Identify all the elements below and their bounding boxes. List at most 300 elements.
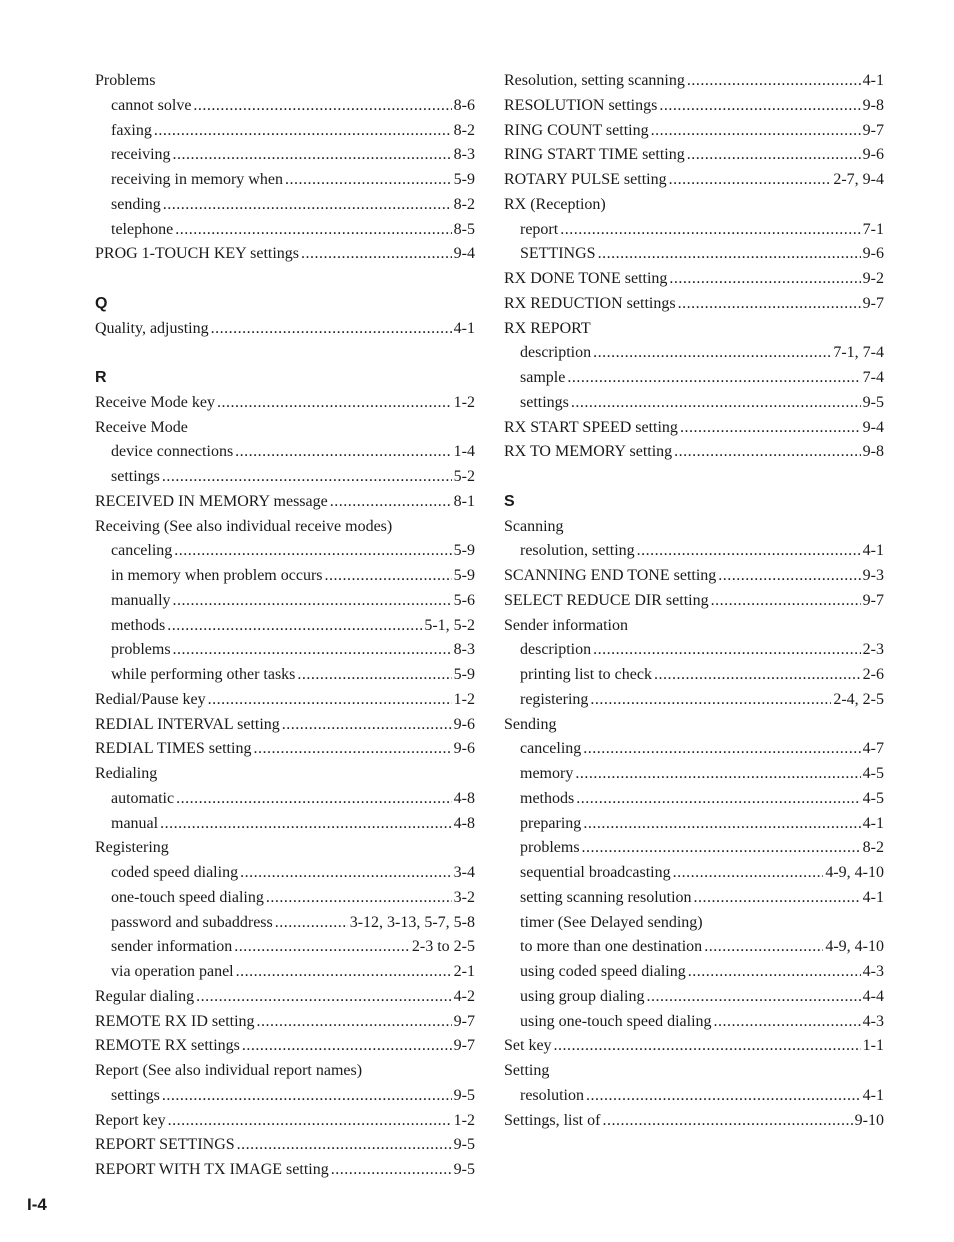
index-entry [504,94,884,119]
index-entry [95,515,475,540]
index-subentry [95,564,475,589]
page-reference: 1-2 [453,1111,475,1129]
index-entry [95,416,475,441]
dot-leader [688,960,861,985]
entry-label: Report key [95,1111,166,1129]
entry-label: Set key [504,1037,552,1055]
index-subentry [95,168,475,193]
index-entry [504,515,884,540]
page-reference: 8-5 [453,220,475,238]
index-subentry [504,242,884,267]
entry-label: Registering [95,839,169,857]
index-entry [95,762,475,787]
entry-label: using coded speed dialing [520,963,686,980]
page-reference: 9-6 [862,245,884,263]
index-subentry [95,960,475,985]
entry-label: ROTARY PULSE setting [504,171,667,188]
entry-label: Quality, adjusting [95,319,209,337]
dot-leader [560,218,860,243]
entry-label: RESOLUTION settings [504,96,658,114]
page-reference: 9-4 [453,245,475,263]
dot-leader [196,985,452,1010]
entry-label: password and subaddress [111,913,273,931]
entry-label: to more than one destination [520,938,703,956]
dot-leader [673,861,824,886]
entry-label: problems [520,839,580,857]
index-subentry [504,836,884,861]
index-subentry [504,737,884,762]
page-reference: 9-5 [862,393,884,411]
dot-leader [590,688,831,713]
index-entry [504,416,884,441]
entry-label: canceling [520,740,582,758]
entry-label: printing list to check [520,666,652,683]
index-entry [504,317,884,342]
dot-leader [175,218,451,243]
index-subentry [95,886,475,911]
entry-label: description [520,641,592,659]
index-subentry [95,143,475,168]
page-reference: 2-1 [453,963,475,980]
entry-label: receiving in memory when [111,171,283,188]
entry-label: using one-touch speed dialing [520,1012,712,1030]
entry-label: REMOTE RX settings [95,1037,240,1055]
section-letter-heading: S [504,492,515,510]
page-reference: 5-9 [453,542,475,560]
index-entry [504,168,884,193]
index-subentry [504,218,884,243]
page-reference: 5-9 [453,666,475,683]
index-subentry [95,861,475,886]
dot-leader [583,812,860,837]
page-reference: 8-2 [453,121,475,139]
page-reference: 9-7 [453,1037,475,1055]
dot-leader [325,564,452,589]
entry-label: RECEIVED IN MEMORY message [95,492,328,510]
page-reference: 4-5 [862,789,884,807]
entry-label: while performing other tasks [111,666,296,683]
page-reference: 9-5 [453,1136,475,1154]
index-subentry [95,911,475,936]
page-reference: 1-1 [862,1037,884,1055]
page-reference: 9-7 [862,121,884,139]
index-subentry [504,960,884,985]
dot-leader [174,539,451,564]
index-entry [95,391,475,416]
dot-leader [193,94,451,119]
page-reference: 4-2 [453,987,475,1005]
dot-leader [242,1034,452,1059]
entry-label: RX DONE TONE setting [504,270,668,287]
page-reference: 5-9 [453,171,475,188]
entry-label: REMOTE RX ID setting [95,1012,255,1030]
index-entry [95,242,475,267]
index-subentry [95,787,475,812]
dot-leader [646,985,860,1010]
index-entry [504,119,884,144]
entry-label: preparing [520,814,582,832]
dot-leader [330,490,452,515]
entry-label: automatic [111,789,175,807]
entry-label: device connections [111,443,234,461]
dot-leader [567,366,860,391]
entry-label: RING START TIME setting [504,146,685,164]
index-subentry [504,886,884,911]
dot-leader [266,886,452,911]
entry-label: Redial/Pause key [95,690,206,708]
entry-label: RX REDUCTION settings [504,294,676,312]
page-reference: 9-4 [862,418,884,436]
entry-label: REDIAL INTERVAL setting [95,715,280,733]
entry-label: Settings, list of [504,1111,601,1129]
index-subentry [95,638,475,663]
page-reference: 2-3 [862,641,884,659]
index-subentry [95,663,475,688]
dot-leader [173,638,452,663]
page-reference: 4-8 [453,814,475,832]
entry-label: description [520,344,592,362]
page-reference: 2-3 to 2-5 [411,938,475,956]
index-subentry [95,539,475,564]
entry-label: sending [111,195,161,213]
entry-label: resolution, setting [520,542,635,560]
dot-leader [168,1109,452,1134]
index-entry [95,737,475,762]
page-reference: 4-9, 4-10 [825,938,884,956]
page-reference: 4-9, 4-10 [825,864,884,881]
index-subentry [95,440,475,465]
dot-leader [674,440,861,465]
page-reference: 3-12, 3-13, 5-7, 5-8 [349,913,475,931]
entry-label: Receiving (See also individual receive modes) [95,517,393,535]
dot-leader [234,935,410,960]
dot-leader [275,911,348,936]
dot-leader [680,416,861,441]
dot-leader [235,440,452,465]
index-entry [504,1034,884,1059]
page-reference: 9-7 [862,591,884,609]
index-subentry [504,812,884,837]
entry-label: Redialing [95,765,158,782]
section-letter-heading: Q [95,294,108,312]
entry-label: receiving [111,146,171,164]
dot-leader [240,861,452,886]
entry-label: Sending [504,715,557,733]
entry-label: manual [111,814,159,832]
index-subentry [95,935,475,960]
entry-label: Scanning [504,517,564,535]
entry-label: SETTINGS [520,245,596,263]
dot-leader [651,119,861,144]
page-reference: 4-5 [862,765,884,782]
index-subentry [504,911,884,936]
dot-leader [160,812,452,837]
entry-label: timer (See Delayed sending) [520,913,703,931]
index-entry [95,1158,475,1183]
entry-label: coded speed dialing [111,864,239,881]
page-reference: 8-6 [453,96,475,114]
dot-leader [718,564,860,589]
dot-leader [687,143,861,168]
entry-label: faxing [111,121,152,139]
entry-label: methods [520,789,575,807]
dot-leader [162,1084,452,1109]
entry-label: Regular dialing [95,987,195,1005]
dot-leader [173,143,452,168]
page-reference: 7-1 [862,220,884,238]
entry-label: Receive Mode key [95,393,215,411]
index-entry [95,317,475,342]
dot-leader [602,1109,852,1134]
dot-leader [167,614,422,639]
index-subentry [504,663,884,688]
entry-label: Sender information [504,616,628,634]
entry-label: Receive Mode [95,418,188,436]
entry-label: canceling [111,542,173,560]
page-reference: 9-5 [453,1161,475,1178]
entry-label: setting scanning resolution [520,888,692,906]
dot-leader [669,168,832,193]
page-reference: 9-7 [453,1012,475,1030]
page-number: I-4 [27,1195,47,1214]
index-subentry [95,465,475,490]
index-subentry [95,193,475,218]
page-reference: 9-8 [862,443,884,461]
dot-leader [711,589,861,614]
index-entry [504,1059,884,1084]
page-reference: 9-6 [453,740,475,758]
index-subentry [95,218,475,243]
page-reference: 4-1 [862,542,884,560]
page-reference: 9-8 [862,96,884,114]
page-reference: 2-7, 9-4 [833,171,884,188]
index-entry [504,267,884,292]
dot-leader [208,688,452,713]
index-entry [504,292,884,317]
entry-label: registering [520,690,589,708]
entry-label: SELECT REDUCE DIR setting [504,591,709,609]
page-reference: 9-6 [862,146,884,164]
entry-label: using group dialing [520,987,645,1005]
index-entry [504,143,884,168]
entry-label: PROG 1-TOUCH KEY settings [95,245,300,263]
dot-leader [176,787,452,812]
dot-leader [297,663,451,688]
page-reference: 4-4 [862,987,884,1005]
index-entry [504,614,884,639]
entry-label: cannot solve [111,96,192,114]
entry-label: RING COUNT setting [504,121,649,139]
entry-label: Report (See also individual report names) [95,1062,363,1079]
entry-label: telephone [111,220,174,238]
entry-label: problems [111,641,171,659]
index-subentry [504,787,884,812]
index-column-left [95,69,475,1183]
index-entry [95,1010,475,1035]
page-reference: 9-3 [862,567,884,584]
index-entry [95,1034,475,1059]
entry-label: one-touch speed dialing [111,888,264,906]
entry-label: manually [111,591,171,609]
entry-label: sequential broadcasting [520,864,671,881]
index-entry [504,69,884,94]
page-reference: 4-1 [862,814,884,832]
index-entry [95,69,475,94]
page-reference: 7-4 [862,369,884,386]
entry-label: RX START SPEED setting [504,418,678,436]
dot-leader [576,787,860,812]
index-subentry [504,638,884,663]
page-reference: 5-6 [453,591,475,609]
dot-leader [301,242,452,267]
index-column-right [504,69,884,1133]
dot-leader [694,886,861,911]
dot-leader [554,1034,861,1059]
dot-leader [678,292,861,317]
page-reference: 8-3 [453,146,475,164]
dot-leader [173,589,452,614]
dot-leader [571,391,861,416]
entry-label: REDIAL TIMES setting [95,740,252,758]
dot-leader [282,713,452,738]
dot-leader [637,539,861,564]
index-entry [504,1109,884,1134]
index-subentry [95,119,475,144]
entry-label: sender information [111,938,233,956]
index-entry [504,713,884,738]
entry-label: settings [111,468,160,485]
entry-label: methods [111,616,166,634]
index-subentry [504,985,884,1010]
index-entry [95,1059,475,1084]
entry-label: sample [520,369,566,386]
dot-leader [163,193,452,218]
dot-leader [154,119,452,144]
section-letter-heading: R [95,368,107,386]
dot-leader [217,391,452,416]
dot-leader [211,317,452,342]
page-reference: 2-4, 2-5 [833,690,884,708]
page-reference: 9-6 [453,715,475,733]
page-reference: 5-2 [453,468,475,485]
dot-leader [687,69,861,94]
page-reference: 2-6 [862,666,884,683]
entry-label: REPORT WITH TX IMAGE setting [95,1161,329,1178]
dot-leader [704,935,823,960]
entry-label: in memory when problem occurs [111,567,323,584]
entry-label: REPORT SETTINGS [95,1136,235,1154]
index-subentry [504,935,884,960]
index-entry [504,193,884,218]
entry-label: SCANNING END TONE setting [504,567,717,584]
dot-leader [237,1133,452,1158]
dot-leader [654,663,861,688]
page-reference: 3-2 [453,888,475,906]
entry-label: report [520,220,559,238]
dot-leader [331,1158,452,1183]
index-entry [504,589,884,614]
page-reference: 8-3 [453,641,475,659]
index-subentry [504,539,884,564]
dot-leader [583,737,860,762]
entry-label: resolution [520,1086,584,1104]
entry-label: Problems [95,72,156,89]
dot-leader [285,168,452,193]
index-entry [95,688,475,713]
index-subentry [95,589,475,614]
index-subentry [504,341,884,366]
index-subentry [504,688,884,713]
index-entry [504,440,884,465]
page-reference: 3-4 [453,864,475,881]
page-reference: 8-2 [453,195,475,213]
page-reference: 9-2 [862,270,884,287]
dot-leader [586,1084,861,1109]
index-entry [95,1133,475,1158]
entry-label: RX TO MEMORY setting [504,443,673,461]
dot-leader [582,836,861,861]
entry-label: memory [520,765,574,782]
dot-leader [669,267,860,292]
index-entry [504,564,884,589]
index-entry [95,1109,475,1134]
page-reference: 1-4 [453,443,475,461]
index-subentry [504,391,884,416]
index-subentry [504,366,884,391]
entry-label: Setting [504,1062,550,1079]
page-reference: 1-2 [453,393,475,411]
index-subentry [504,1010,884,1035]
dot-leader [593,638,861,663]
page-reference: 4-8 [453,789,475,807]
dot-leader [593,341,831,366]
dot-leader [257,1010,452,1035]
entry-label: RX REPORT [504,319,591,337]
page-reference: 4-1 [862,888,884,906]
index-subentry [95,812,475,837]
page-reference: 1-2 [453,690,475,708]
page-reference: 4-1 [862,1086,884,1104]
dot-leader [598,242,861,267]
index-subentry [504,762,884,787]
page-reference: 5-9 [453,567,475,584]
page-reference: 9-5 [453,1086,475,1104]
index-subentry [504,1084,884,1109]
index-entry [95,836,475,861]
dot-leader [253,737,451,762]
entry-label: settings [111,1086,160,1104]
page-reference: 4-3 [862,1012,884,1030]
page-reference: 5-1, 5-2 [424,616,475,634]
dot-leader [162,465,452,490]
dot-leader [575,762,860,787]
entry-label: Resolution, setting scanning [504,72,685,89]
index-entry [95,490,475,515]
index-subentry [95,614,475,639]
page-reference: 8-1 [453,492,475,510]
entry-label: RX (Reception) [504,195,606,213]
page-reference: 4-1 [453,319,475,337]
page-reference: 9-7 [862,294,884,312]
page-reference: 8-2 [862,839,884,857]
page-reference: 4-1 [862,72,884,89]
index-entry [95,713,475,738]
page-reference: 4-3 [862,963,884,980]
index-subentry [504,861,884,886]
page-reference: 9-10 [854,1111,884,1129]
index-subentry [95,1084,475,1109]
index-subentry [95,94,475,119]
